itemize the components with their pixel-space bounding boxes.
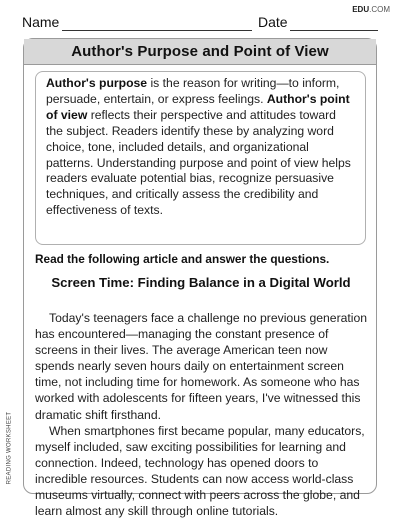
brand-logo [352, 5, 390, 14]
title-bar [24, 39, 376, 65]
side-label: READING WORKSHEET [6, 411, 12, 485]
date-field[interactable] [290, 30, 378, 31]
name-label: Name [22, 14, 60, 30]
definition-term-point-of-view: Author's point of view [46, 91, 350, 122]
article-paragraph: Today's teenagers face a challenge no previous generation has encountered—managing the constant presence of screens in their lives. The average American teen now spends nearly seven hours daily on entertainment screen time, not including time for homework. As someone who has worked with adolescents for fifteen years, I've witnessed this dramatic shift firsthand. [35, 311, 368, 422]
name-field[interactable] [62, 30, 252, 31]
worksheet-card [23, 38, 377, 519]
instruction-text: Read the following article and answer the questions. [35, 252, 330, 266]
brand-name: EDU [352, 5, 370, 14]
definition-term-purpose: Author's purpose [46, 76, 148, 90]
date-label: Date [258, 14, 288, 30]
definition-box [35, 71, 366, 245]
worksheet-title: Author's Purpose and Point of View [71, 43, 329, 60]
definition-text-purpose: is the reason for writing—to inform, persuade, entertain, or express feelings. [46, 76, 340, 106]
definition-text-point-of-view: reflects their perspective and attitudes toward the subject. Readers identify these by analyzing word choice, tone, included details, and organizational patterns. Understanding purpose and point of view helps readers evaluate potential bias, recognize persuasive techniques, and critically assess the credibility and effectiveness of texts. [46, 107, 351, 218]
article-title: Screen Time: Finding Balance in a Digital World [51, 275, 351, 290]
name-date-line [22, 14, 378, 32]
article-body [35, 310, 370, 519]
brand-domain: .COM [369, 5, 390, 14]
article-paragraph: When smartphones first became popular, many educators, myself included, saw exciting possibilities for learning and connection. Indeed, technology has opened doors to incredible resources. Students can now access world-class museums virtually, connect with peers across the globe, and learn almost any skill through online tutorials. [35, 423, 365, 519]
